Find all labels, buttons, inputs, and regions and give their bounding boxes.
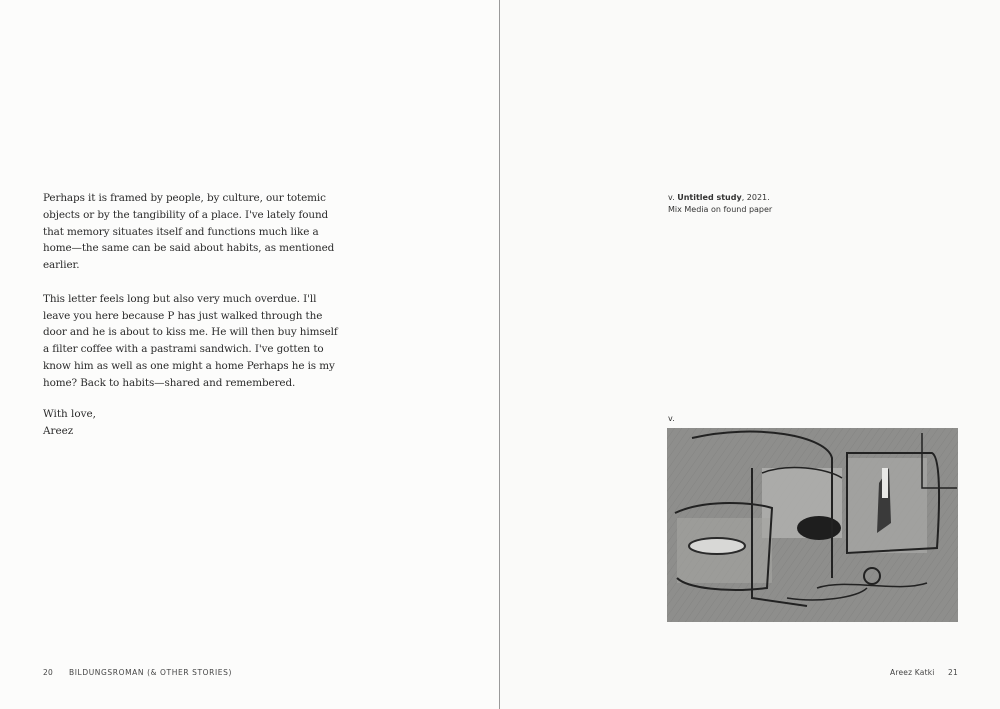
- artwork-image: [667, 428, 958, 622]
- artwork-year: , 2021.: [741, 193, 770, 202]
- book-gutter: [499, 0, 500, 709]
- figure-label: v.: [668, 414, 675, 423]
- letter-body: [43, 190, 343, 408]
- paragraph: Perhaps it is framed by people, by culture, our totemic objects or by the tangibility of a place. I've lately found that memory situates itself and functions much like a home—the same can be said about habits, as mentioned earlier.: [43, 192, 335, 272]
- running-title: BILDUNGSROMAN (& OTHER STORIES): [69, 668, 233, 677]
- signature: Areez: [43, 425, 74, 437]
- letter-signoff: [43, 406, 96, 440]
- running-author: Areez Katki: [890, 668, 935, 677]
- figure-caption: [668, 192, 772, 216]
- artwork-medium: Mix Media on found paper: [668, 205, 773, 214]
- caption-prefix: v.: [668, 193, 678, 202]
- paragraph: This letter feels long but also very much overdue. I'll leave you here because P has just walked through the door and he is about to kiss me. He will then buy himself a filter coffee with a pastrami sandwich. I've gotten to know him as well as one might a home Perhaps he is my home? Back to habits—shared and remembered.: [43, 292, 338, 389]
- page-number-right: 21: [948, 668, 958, 677]
- artwork-title: Untitled study: [677, 193, 742, 202]
- signoff-line: With love,: [43, 408, 96, 420]
- page-number-left: 20: [43, 668, 53, 677]
